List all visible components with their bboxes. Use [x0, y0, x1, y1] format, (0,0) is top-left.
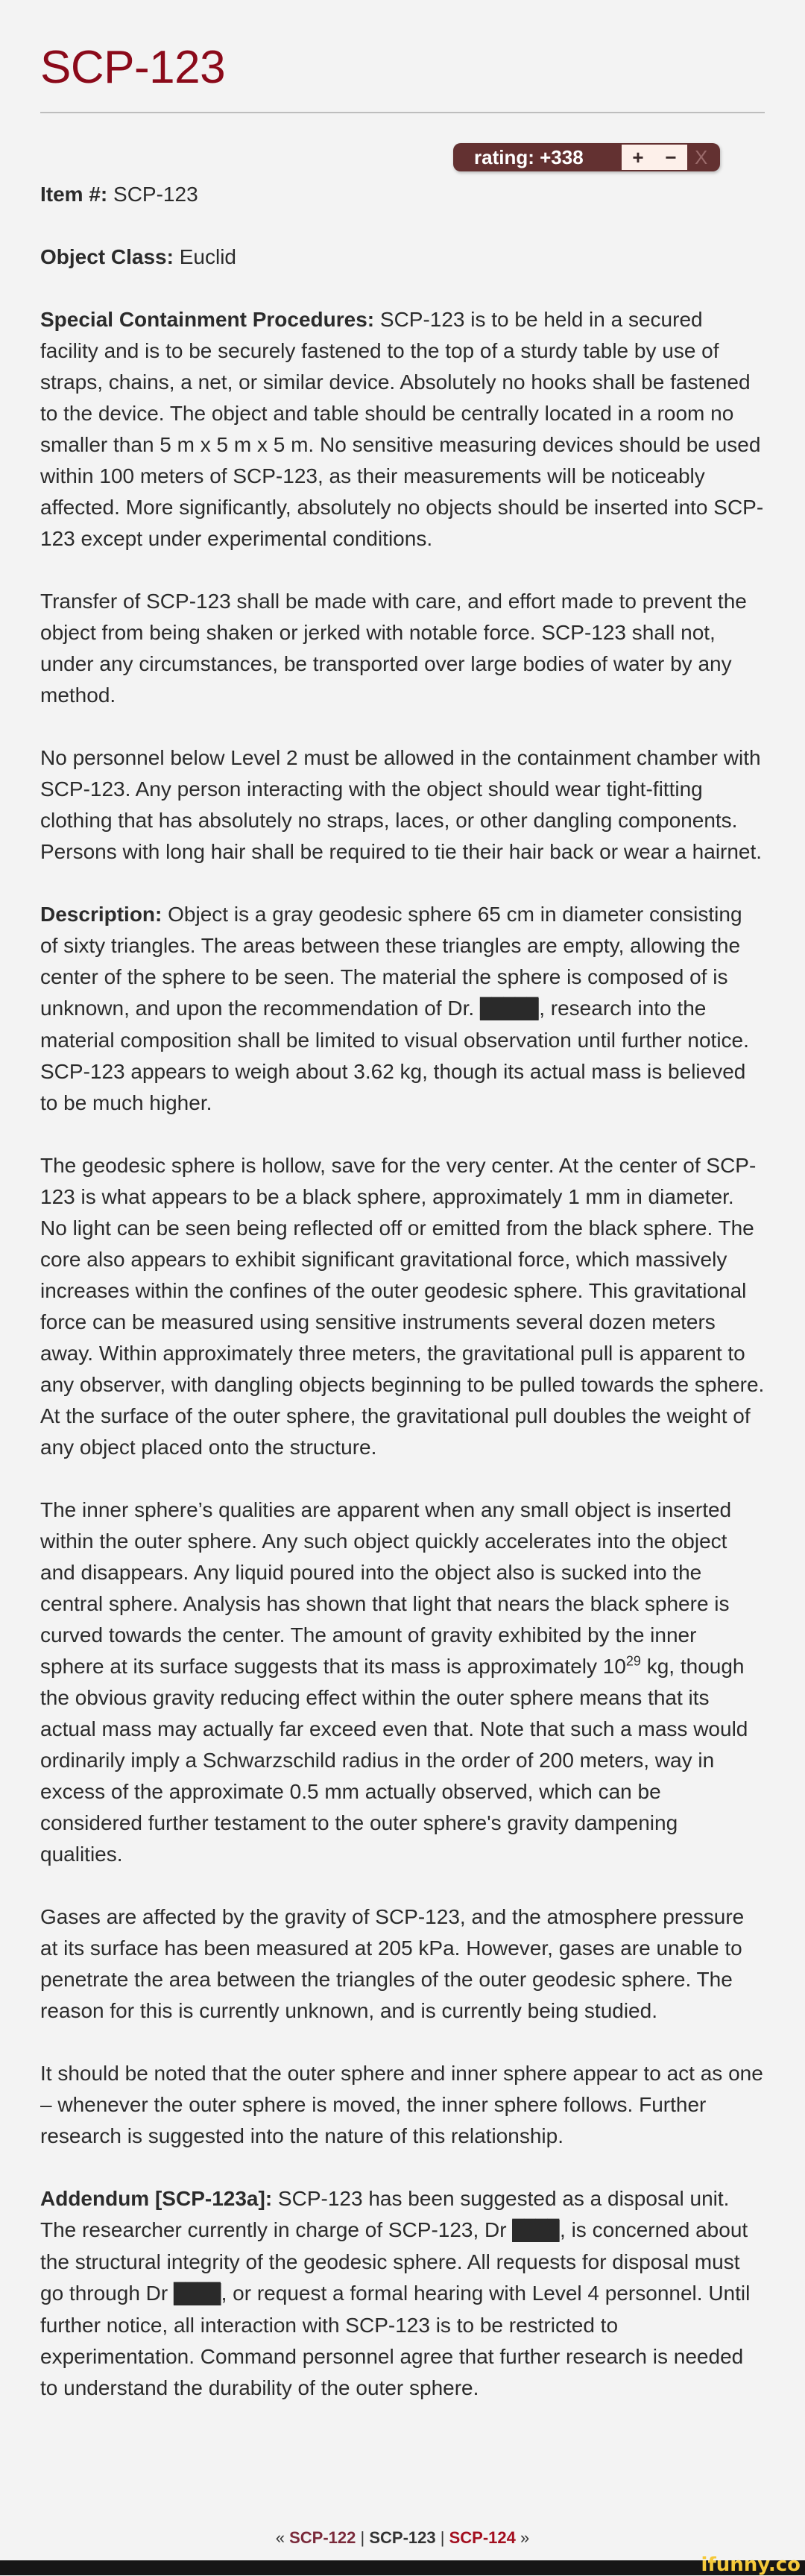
addendum-label: Addendum [SCP-123a]:: [40, 2187, 273, 2210]
description-paragraph-3: [40, 1494, 765, 1870]
description-paragraph-1: [40, 899, 765, 1119]
right-arrow: »: [515, 2528, 530, 2547]
description-label: Description:: [40, 903, 162, 926]
description-text-1b: , research into the material composition shall be limited to visual observation until further notice. SCP-123 appears to weigh about 3.62 kg, though its actual mass is believed to be much higher.: [40, 997, 749, 1114]
redacted-name: █████: [479, 998, 539, 1020]
rating-module: [453, 143, 720, 171]
containment-paragraph-2: Transfer of SCP-123 shall be made with care, and effort made to prevent the object from being shaken or jerked with notable force. SCP-123 shall not, under any circumstances, be transported over large bodies of water by any method.: [40, 590, 747, 707]
prev-article-link[interactable]: SCP-122: [289, 2528, 356, 2547]
rating-row: [40, 113, 765, 173]
nav-separator: |: [356, 2528, 370, 2547]
next-article-link[interactable]: SCP-124: [449, 2528, 516, 2547]
item-number-value: SCP-123: [107, 183, 198, 206]
containment-paragraph-3: No personnel below Level 2 must be allowed in the containment chamber with SCP-123. Any person interacting with the object should wear tight-fitting clothing that has absolutely no straps, laces, or other dangling components. Persons with long hair shall be required to tie their hair back or wear a hairnet.: [40, 746, 763, 863]
item-number-label: Item #:: [40, 183, 108, 206]
article-body: [40, 179, 765, 2404]
left-arrow: «: [275, 2528, 290, 2547]
upvote-button[interactable]: +: [632, 146, 644, 168]
description-paragraph-5: It should be noted that the outer sphere and inner sphere appear to act as one – whenever the outer sphere is moved, the inner sphere follows. Further research is suggested into the nature of this relationship.: [40, 2062, 763, 2147]
article: [40, 0, 765, 2435]
description-text-1a: Object is a gray geodesic sphere 65 cm in diameter consisting of sixty triangles. The areas between these triangles are empty, allowing the center of the sphere to be seen. The material the sphere is composed of is unknown, and upon the recommendation of Dr.: [40, 903, 742, 1020]
addendum-text-a: SCP-123 has been suggested as a disposal unit. The researcher currently in charge of SCP-123, Dr: [40, 2187, 730, 2241]
nav-separator: |: [435, 2528, 449, 2547]
object-class-label: Object Class:: [40, 245, 174, 268]
rating-score: rating: +338: [474, 145, 584, 168]
addendum-text-b: , is concerned about the structural integrity of the geodesic sphere. All requests for disposal must go through Dr: [40, 2218, 748, 2305]
downvote-button[interactable]: −: [665, 146, 677, 168]
containment-paragraph-1: [40, 304, 765, 555]
description-text-3b: kg, though the obvious gravity reducing effect within the outer sphere means that its actual mass may actually far exceed even that. Note that such a mass would ordinarily imply a Schwarzschild radius in the order of 200 meters, way in excess of the approximate 0.5 mm actually observed, which can be considered further testament to the outer sphere's gravity dampening qualities.: [40, 1655, 748, 1866]
description-paragraph-4: Gases are affected by the gravity of SCP-123, and the atmosphere pressure at its surface has been measured at 205 kPa. However, gases are unable to penetrate the area between the triangles of the outer geodesic sphere. The reason for this is currently unknown, and is currently being studied.: [40, 1905, 745, 2022]
ifunny-logo: ifunny.co: [701, 2554, 801, 2576]
object-class-value: Euclid: [173, 245, 236, 268]
description-paragraph-2: The geodesic sphere is hollow, save for the very center. At the center of SCP-123 is what appears to be a black sphere, approximately 1 mm in diameter. No light can be seen being reflected off or emitted from the black sphere. The core also appears to exhibit significant gravitational force, which massively increases within the confines of the outer geodesic sphere. This gravitational force can be measured using sensitive instruments several dozen meters away. Within approximately three meters, the gravitational pull is apparent to any observer, with dangling objects beginning to be pulled towards the sphere. At the surface of the outer sphere, the gravitational pull doubles the weight of any object placed onto the structure.: [40, 1154, 765, 1459]
containment-label: Special Containment Procedures:: [40, 308, 375, 331]
addendum-paragraph: [40, 2183, 765, 2404]
addendum-text-c: , or request a formal hearing with Level 4 personnel. Until further notice, all interaction with SCP-123 is to be restricted to experimentation. Command personnel agree that further research is needed to understand the durability of the outer sphere.: [40, 2282, 751, 2399]
vote-buttons: [622, 145, 687, 170]
redacted-name: ████: [512, 2220, 560, 2242]
mass-exponent: 29: [625, 1653, 641, 1669]
current-article: SCP-123: [369, 2528, 436, 2547]
description-text-3a: The inner sphere’s qualities are apparent when any small object is inserted within the outer sphere. Any such object quickly accelerates into the object and disappears. Any liquid poured into the object also is sucked into the central sphere. Analysis has shown that light that nears the black sphere is curved towards the center. The amount of gravity exhibited by the inner sphere at its surface suggests that its mass is approximately 10: [40, 1498, 732, 1678]
cancel-vote-button[interactable]: X: [695, 145, 708, 168]
redacted-name: ████: [174, 2283, 221, 2305]
watermark-bar: [0, 2554, 805, 2576]
series-navigation: [0, 2528, 805, 2548]
page-title: SCP-123: [40, 42, 226, 93]
containment-text-1: SCP-123 is to be held in a secured facility and is to be securely fastened to the top of a sturdy table by use of straps, chains, a net, or similar device. Absolutely no hooks shall be fastened to the device. The object and table should be centrally located in a room no smaller than 5 m x 5 m x 5 m. No sensitive measuring devices should be used within 100 meters of SCP-123, as their measurements will be noticeably affected. More significantly, absolutely no objects should be inserted into SCP-123 except under experimental conditions.: [40, 308, 764, 550]
object-class: [40, 242, 765, 273]
item-number: [40, 179, 765, 210]
